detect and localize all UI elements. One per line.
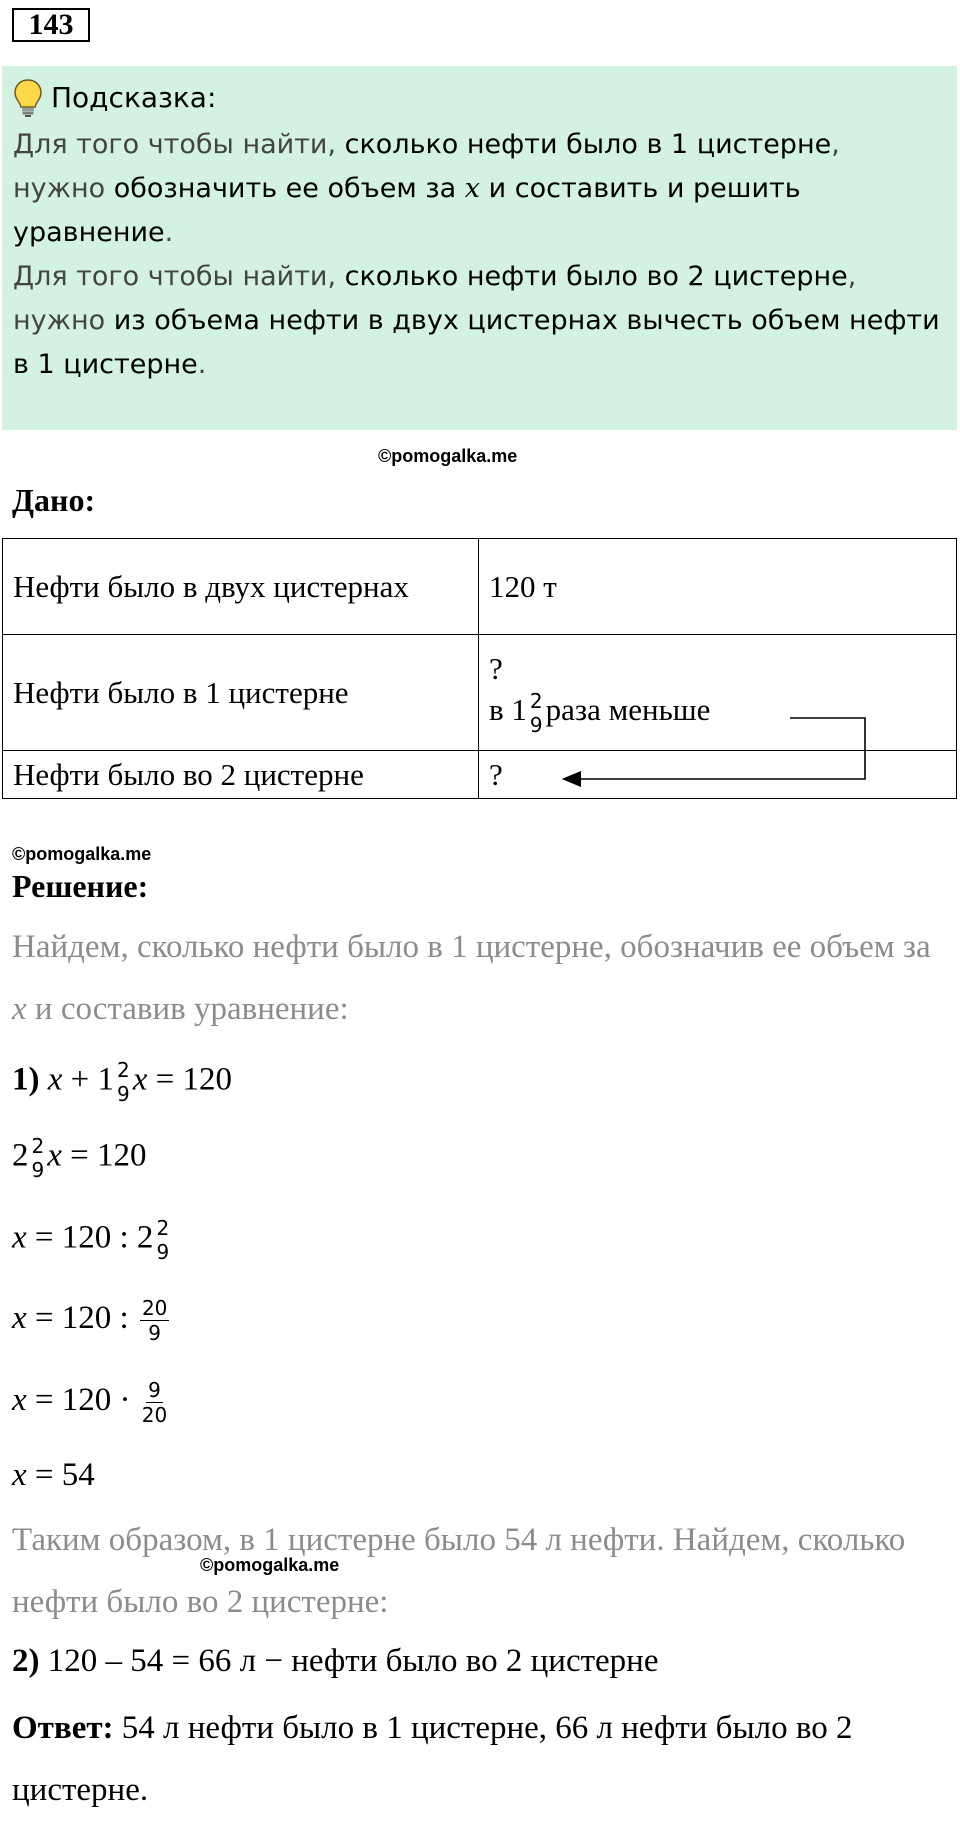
intro-text: и составив уравнение: xyxy=(26,991,349,1027)
watermark: ©pomogalka.me xyxy=(200,1555,340,1575)
step-label: 2) xyxy=(12,1643,40,1679)
hint-header xyxy=(13,76,216,120)
hint-text-key: обозначить ее объем за xyxy=(113,173,465,204)
equation-text: = 120 xyxy=(147,1061,233,1098)
variable-x: x xyxy=(47,1061,63,1098)
equation-text: = 54 xyxy=(26,1457,95,1493)
hint-text-plain: , xyxy=(847,261,857,292)
hint-text-plain: , xyxy=(831,129,840,160)
variable-x: x xyxy=(12,1457,27,1493)
equation-3 xyxy=(12,1216,172,1264)
answer-label: Ответ: xyxy=(12,1710,114,1746)
fraction-numerator: 2 xyxy=(117,1058,130,1082)
fraction xyxy=(140,1296,169,1345)
variable-x: x xyxy=(12,1300,27,1337)
given-label: Нефти было в 1 цистерне xyxy=(3,635,479,751)
fraction-numerator: 20 xyxy=(141,1296,168,1320)
equation-1 xyxy=(12,1058,232,1106)
hint-text-plain: нужно xyxy=(13,305,114,336)
hint-text-plain: . xyxy=(164,217,174,248)
fraction-denominator: 9 xyxy=(148,1321,162,1345)
variable-x: x xyxy=(12,1382,27,1419)
fraction-denominator: 9 xyxy=(117,1082,130,1106)
ratio-suffix: раза меньше xyxy=(545,691,711,727)
given-table xyxy=(2,538,957,799)
lightbulb-icon xyxy=(13,78,43,118)
fraction-numerator: 2 xyxy=(156,1216,170,1240)
equation-step-2 xyxy=(12,1643,659,1680)
table-row xyxy=(3,751,957,799)
equation-4 xyxy=(12,1296,172,1345)
equation-2 xyxy=(12,1134,147,1182)
hint-text-key: сколько нефти было в 1 цистерне xyxy=(344,129,832,160)
fraction-denominator: 9 xyxy=(31,1158,45,1182)
fraction xyxy=(142,1378,167,1427)
equation-6 xyxy=(12,1457,95,1494)
equation-text: 120 – 54 = 66 л − нефти было во 2 цистерне xyxy=(39,1643,659,1679)
ratio-prefix: в 1 xyxy=(489,691,527,727)
equation-text: = 120 · xyxy=(26,1382,139,1419)
table-row xyxy=(3,539,957,635)
hint-text-plain: Для того чтобы найти, xyxy=(13,129,345,160)
variable-x: x xyxy=(47,1137,62,1174)
hint-text-key: из объема нефти в двух цистернах вычесть объем нефти в 1 цистерне xyxy=(13,305,940,380)
fraction-denominator: 20 xyxy=(141,1403,168,1427)
hint-text-key: сколько нефти было во 2 цистерне xyxy=(344,261,848,292)
answer-text: 54 л нефти было в 1 цистерне, 66 л нефти было во 2 цистерне. xyxy=(12,1710,853,1808)
hint-text xyxy=(13,123,943,387)
given-value: ? xyxy=(479,751,957,799)
equation-5 xyxy=(12,1378,170,1427)
hint-text-plain: Для того чтобы найти, xyxy=(13,261,345,292)
fraction-denominator: 9 xyxy=(529,712,543,737)
solution-heading: Решение: xyxy=(12,868,149,904)
answer xyxy=(12,1697,942,1821)
given-label: Нефти было в двух цистернах xyxy=(3,539,479,635)
equation-text: + 1 xyxy=(62,1061,115,1098)
watermark: ©pomogalka.me xyxy=(12,844,152,864)
watermark: ©pomogalka.me xyxy=(378,446,518,466)
problem-number: 143 xyxy=(12,8,90,42)
equation-text: = 120 : 2 xyxy=(26,1219,154,1256)
given-value xyxy=(479,635,957,751)
equation-text: = 120 xyxy=(61,1137,147,1174)
hint-title: Подсказка: xyxy=(51,81,217,114)
hint-text-key: и составить и решить уравнение xyxy=(13,173,801,248)
solution-conclusion: Таким образом, в 1 цистерне было 54 л нефти. Найдем, сколько нефти было во 2 цистерне: xyxy=(12,1522,906,1620)
given-label: Нефти было во 2 цистерне xyxy=(3,751,479,799)
equation-text: = 120 : xyxy=(26,1300,137,1337)
given-ratio xyxy=(489,689,946,737)
given-value-question: ? xyxy=(489,650,503,686)
hint-variable-x: x xyxy=(464,173,481,204)
solution-intro xyxy=(12,916,942,1040)
equation-text: 2 xyxy=(12,1137,29,1174)
fraction xyxy=(117,1058,130,1106)
variable-x: x xyxy=(12,1219,27,1256)
fraction-denominator: 9 xyxy=(156,1240,170,1264)
given-value: 120 т xyxy=(479,539,957,635)
fraction-numerator: 9 xyxy=(148,1378,161,1402)
step-label: 1) xyxy=(12,1061,40,1098)
fraction-numerator: 2 xyxy=(529,688,543,713)
fraction-numerator: 2 xyxy=(31,1134,45,1158)
variable-x: x xyxy=(132,1061,148,1098)
table-row xyxy=(3,635,957,751)
hint-text-plain: нужно xyxy=(13,173,114,204)
hint-box xyxy=(2,66,957,430)
fraction xyxy=(156,1216,169,1264)
hint-text-plain: . xyxy=(197,349,207,380)
intro-text: Найдем, сколько нефти было в 1 цистерне, обозначив ее объем за xyxy=(12,929,931,965)
fraction xyxy=(32,1134,45,1182)
intro-variable-x: x xyxy=(12,991,27,1027)
given-heading: Дано: xyxy=(12,482,96,518)
fraction xyxy=(530,689,543,737)
